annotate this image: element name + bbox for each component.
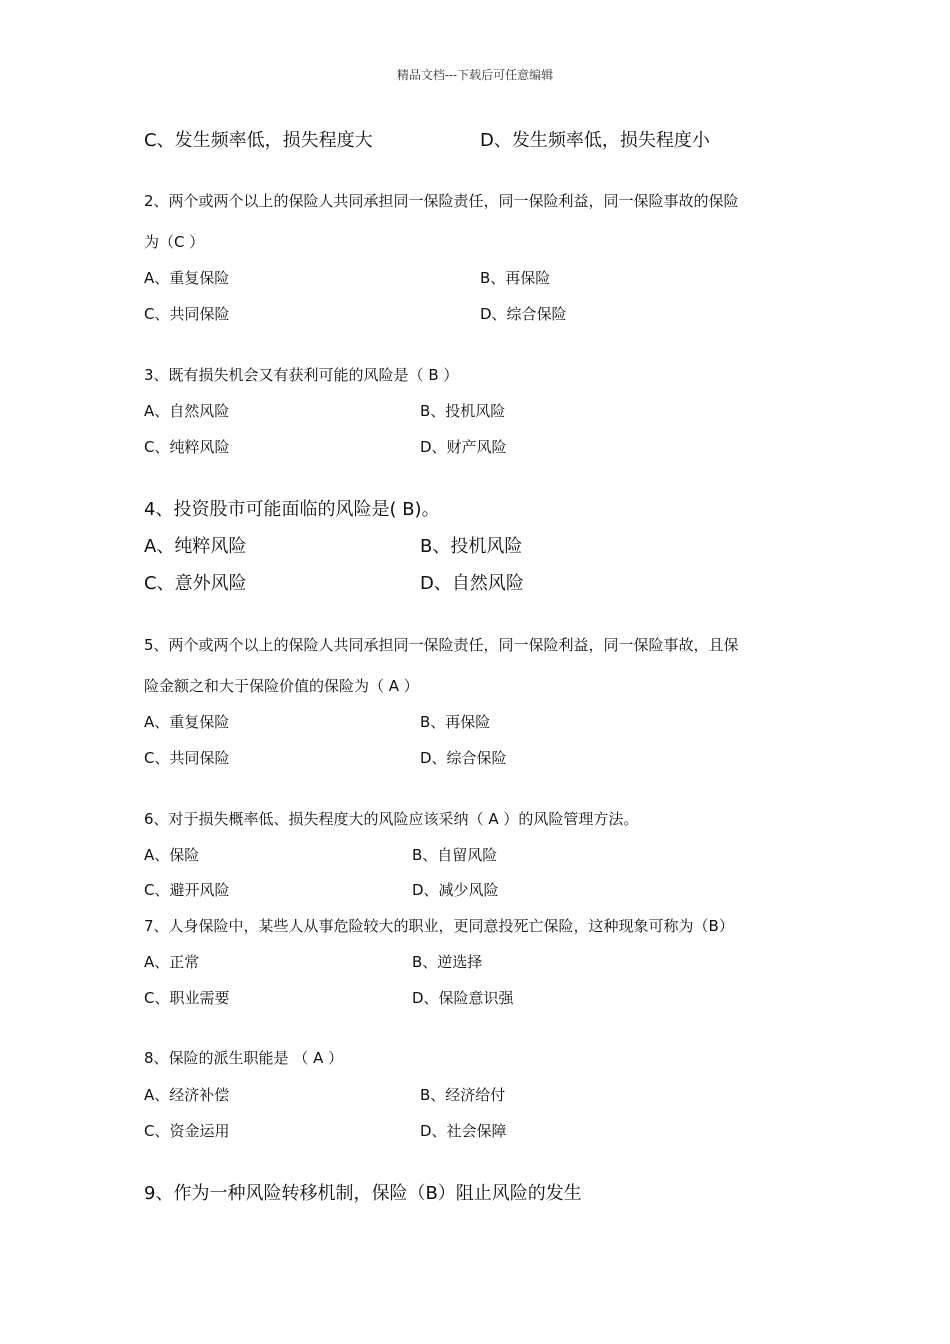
q3-option-a: A、自然风险 [144,402,230,420]
q2-option-b: B、再保险 [480,269,551,287]
q2-option-c: C、共同保险 [144,305,230,323]
q6-option-a: A、保险 [144,846,200,864]
q3-text: 3、既有损失机会又有获利可能的风险是（ B ） [144,366,459,384]
q4-option-c: C、意外风险 [144,573,247,594]
q6-option-c: C、避开风险 [144,881,230,899]
q2-option-d: D、综合保险 [480,305,567,323]
q7-option-d: D、保险意识强 [412,989,514,1007]
q1-option-c: C、发生频率低，损失程度大 [144,130,373,151]
q4-option-a: A、纯粹风险 [144,536,247,557]
q3-option-c: C、纯粹风险 [144,438,230,456]
q2-text-line1: 2、两个或两个以上的保险人共同承担同一保险责任，同一保险利益，同一保险事故的保险 [144,192,739,210]
q1-option-d: D、发生频率低，损失程度小 [480,130,710,151]
q3-option-d: D、财产风险 [420,438,507,456]
q5-text-line2: 险金额之和大于保险价值的保险为（ A ） [144,677,419,695]
q2-option-a: A、重复保险 [144,269,230,287]
q5-option-a: A、重复保险 [144,713,230,731]
q4-option-d: D、自然风险 [420,573,524,594]
q6-text: 6、对于损失概率低、损失程度大的风险应该采纳（ A ）的风险管理方法。 [144,810,639,828]
q5-option-b: B、再保险 [420,713,491,731]
q7-option-b: B、逆选择 [412,953,483,971]
q7-option-a: A、正常 [144,953,200,971]
q8-option-c: C、资金运用 [144,1122,230,1140]
q6-option-d: D、减少风险 [412,881,499,899]
q7-text: 7、人身保险中，某些人从事危险较大的职业，更同意投死亡保险，这种现象可称为（B） [144,917,734,935]
q7-option-c: C、职业需要 [144,989,230,1007]
page-header: 精品文档---下载后可任意编辑 [396,68,554,82]
q9-text: 9、作为一种风险转移机制，保险（B）阻止风险的发生 [144,1183,582,1204]
q8-option-b: B、经济给付 [420,1086,506,1104]
q5-text-line1: 5、两个或两个以上的保险人共同承担同一保险责任，同一保险利益，同一保险事故，且保 [144,636,739,654]
q8-option-d: D、社会保障 [420,1122,507,1140]
q4-option-b: B、投机风险 [420,536,523,557]
q5-option-d: D、综合保险 [420,749,507,767]
q6-option-b: B、自留风险 [412,846,498,864]
q4-text: 4、投资股市可能面临的风险是( B)。 [144,499,440,520]
q5-option-c: C、共同保险 [144,749,230,767]
q3-option-b: B、投机风险 [420,402,506,420]
q8-option-a: A、经济补偿 [144,1086,230,1104]
q8-text: 8、保险的派生职能是 （ A ） [144,1049,344,1067]
q2-text-line2: 为（C ） [144,233,205,251]
